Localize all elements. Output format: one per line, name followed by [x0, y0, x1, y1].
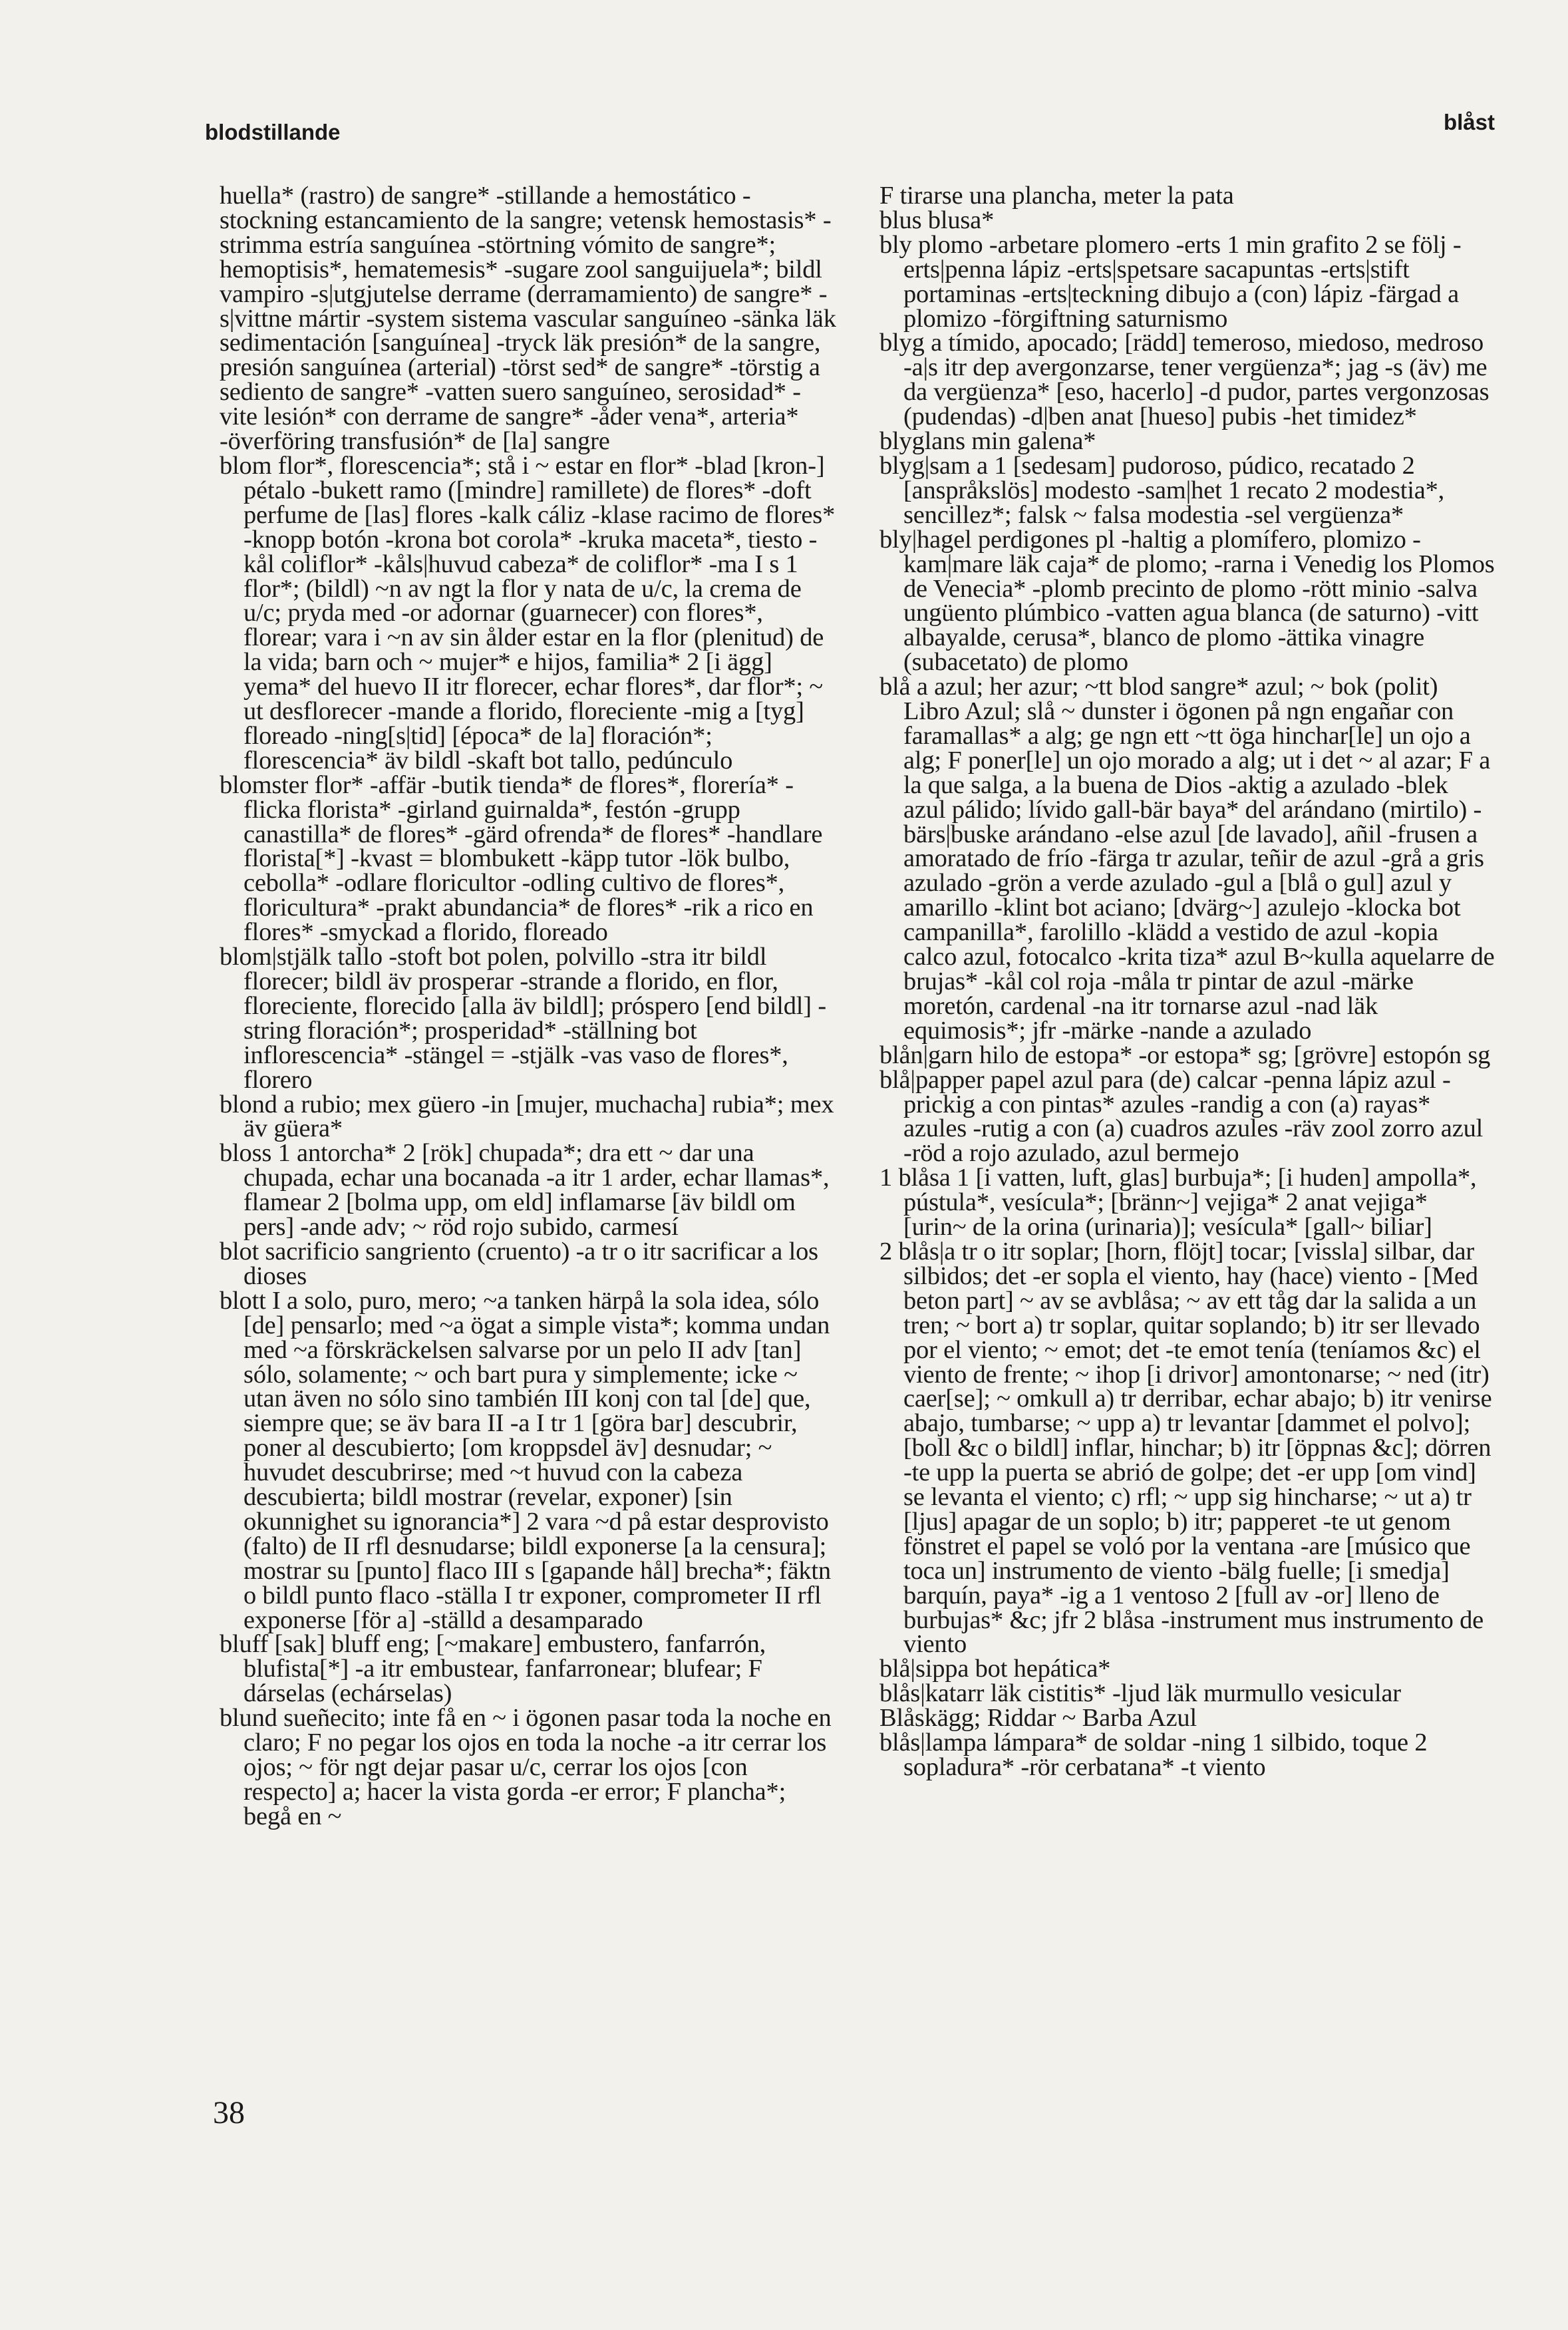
- dictionary-entry: bly|hagel perdigones pl -haltig a plomífero, plomizo -kam|mare läk caja* de plomo; -rarna i Venedig los Plomos de Venecia* -plomb precinto de plomo -rött minio -salva ungüento plúmbico -vatten agua blanca (de saturno) -vitt albayalde, cerusa*, blanco de plomo -ättika vinagre (subacetato) de plomo: [879, 525, 1495, 677]
- dictionary-entry: blå a azul; her azur; ~tt blod sangre* azul; ~ bok (polit) Libro Azul; slå ~ dunster i ögonen på ngn engañar con faramallas* a alg; ge ngn ett ~tt öga hinchar[le] un ojo a alg; F poner[le] un ojo morado a alg; ut i det ~ al azar; F a la que salga, a la buena de Dios -aktig a azulado -blek azul pálido; lívido gall-bär baya* del arándano (mirtilo) -bärs|buske arándano -else azul [de lavado], añil -frusen a amoratado de frío -färga tr azular, teñir de azul -grå a gris azulado -grön a verde azulado -gul a [blå o gul] azul y amarillo -klint bot aciano; [dvärg~] azulejo -klocka bot campanilla*, farolillo -klädd a vestido de azul -kopia calco azul, fotocalco -krita tiza* azul B~kulla aquelarre de brujas* -kål col roja -måla tr pintar de azul -märke moretón, cardenal -na itr tornarse azul -nad läk equimosis*; jfr -märke -nande a azulado: [879, 673, 1495, 1045]
- dictionary-entry: blås|katarr läk cistitis* -ljud läk murmullo vesicular: [879, 1679, 1401, 1708]
- dictionary-entry: blus blusa*: [879, 206, 995, 234]
- dictionary-entry: blyglans min galena*: [879, 427, 1096, 456]
- dictionary-entry: blån|garn hilo de estopa* -or estopa* sg; [grövre] estopón sg: [879, 1041, 1491, 1069]
- dictionary-entry: blott I a solo, puro, mero; ~a tanken härpå la sola idea, sólo [de] pensarlo; med ~a ögat a simple vista*; komma undan med ~a förskräckelsen salvarse por un pelo II adv [tan] sólo, solamente; ~ och bart pura y simplemente; icke ~ utan även no sólo sino también III konj con tal [de] que, siempre que; se äv bara II -a I tr 1 [göra bar] descubrir, poner al descubierto; [om kroppsdel äv] desnudar; ~ huvudet descubrirse; med ~t huvud con la cabeza descubierta; bildl mostrar (revelar, exponer) [sin okunnighet su ignorancia*] 2 vara ~d på estar desprovisto (falto) de II rfl desnudarse; bildl exponerse [a la censura]; mostrar su [punto] flaco III s [gapande hål] brecha*; fäktn o bildl punto flaco -ställa I tr exponer, comprometer II rfl exponerse [för a] -ställd a desamparado: [220, 1286, 831, 1634]
- dictionary-entry: blyg|sam a 1 [sedesam] pudoroso, púdico, recatado 2 [anspråkslös] modesto -sam|het 1 recato 2 modestia*, sencillez*; falsk ~ falsa modestia -sel vergüenza*: [879, 451, 1445, 529]
- dictionary-entry: blond a rubio; mex güero -in [mujer, muchacha] rubia*; mex äv güera*: [220, 1090, 834, 1143]
- dictionary-entry: blås|lampa lámpara* de soldar -ning 1 silbido, toque 2 sopladura* -rör cerbatana* -t viento: [879, 1729, 1428, 1781]
- dictionary-entry: blyg a tímido, apocado; [rädd] temeroso, miedoso, medroso -a|s itr dep avergonzarse, tener vergüenza*; jag -s (äv) me da vergüenza* [eso, hacerlo] -d pudor, partes vergonzosas (pudendas) -d|ben anat [hueso] pubis -het timidez*: [879, 329, 1490, 431]
- running-head-right: blåst: [1443, 110, 1495, 134]
- dictionary-entry: blom flor*, florescencia*; stå i ~ estar en flor* -blad [kron-] pétalo -bukett ramo ([mindre] ramillete) de flores* -doft perfume de [las] flores -kalk cáliz -klase racimo de flores* -knopp botón -krona bot corola* -kruka maceta*, tiesto -kål coliflor* -kåls|huvud cabeza* de coliflor* -ma I s 1 flor*; (bildl) ~n av ngt la flor y nata de u/c, la crema de u/c; pryda med -or adornar (guarnecer) con flores*, florear; vara i ~n av sin ålder estar en la flor (plenitud) de la vida; barn och ~ mujer* e hijos, familia* 2 [i ägg] yema* del huevo II itr florecer, echar flores*, dar flor*; ~ ut desflorecer -mande a florido, floreciente -mig a [tyg] floreado -ning[s|tid] [época* de la] floración*; florescencia* äv bildl -skaft bot tallo, pedúnculo: [220, 451, 836, 774]
- dictionary-entry: Blåskägg; Riddar ~ Barba Azul: [879, 1704, 1197, 1733]
- dictionary-entry: blomster flor* -affär -butik tienda* de flores*, florería* -flicka florista* -girland guirnalda*, festón -grupp canastilla* de flores* -gärd ofrenda* de flores* -handlare florista[*] -kvast = blombukett -käpp tutor -lök bulbo, cebolla* -odlare floricultor -odling cultivo de flores*, floricultura* -prakt abundancia* de flores* -rik a rico en flores* -smyckad a florido, floreado: [220, 770, 823, 947]
- dictionary-entry: bly plomo -arbetare plomero -erts 1 min grafito 2 se följ -erts|penna lápiz -erts|spetsare sacapuntas -erts|stift portaminas -erts|teckning dibujo a (con) lápiz -färgad a plomizo -förgiftning saturnismo: [879, 230, 1462, 333]
- dictionary-entry: blom|stjälk tallo -stoft bot polen, polvillo -stra itr bildl florecer; bildl äv prosperar -strande a florido, en flor, floreciente, florecido [alla äv bildl]; próspero [end bildl] -string floración*; prosperidad* -ställning bot inflorescencia* -stängel = -stjälk -vas vaso de flores*, florero: [220, 943, 826, 1094]
- dictionary-entry: 1 blåsa 1 [i vatten, luft, glas] burbuja*; [i huden] ampolla*, pústula*, vesícula*; [bränn~] vejiga* 2 anat vejiga* [urin~ de la orina (urinaria)]; vesícula* [gall~ biliar]: [879, 1164, 1477, 1242]
- dictionary-entry: blot sacrificio sangriento (cruento) -a tr o itr sacrificar a los dioses: [220, 1237, 818, 1290]
- running-head-left: blodstillande: [205, 120, 341, 144]
- dictionary-entry: 2 blås|a tr o itr soplar; [horn, flöjt] tocar; [vissla] silbar, dar silbidos; det -er sopla el viento, hay (hace) viento - [Med beton part] ~ av se avblåsa; ~ av ett tåg dar la salida a un tren; ~ bort a) tr soplar, quitar soplando; b) itr ser llevado por el viento; ~ emot; det -te emot tenía (teníamos &c) el viento de frente; ~ ihop [i drivor] amontonarse; ~ ned (itr) caer[se]; ~ omkull a) tr derribar, echar abajo; b) itr venirse abajo, tumbarse; ~ upp a) tr levantar [dammet el polvo]; [boll &c o bildl] inflar, hinchar; b) itr [öppnas &c]; dörren -te upp la puerta se abrió de golpe; det -er upp [om vind] se levanta el viento; c) rfl; ~ upp sig hincharse; ~ ut a) tr [ljus] apagar de un soplo; b) itr; papperet -te ut genom fönstret el papel se voló por la ventana -are [músico que toca un] instrumento de viento -bälg fuelle; [i smedja] barquín, paya* -ig a 1 ventoso 2 [full av -or] lleno de burbujas* &c; jfr 2 blåsa -instrument mus instrumento de viento: [879, 1237, 1492, 1659]
- dictionary-entry: huella* (rastro) de sangre* -stillande a hemostático -stockning estancamiento de la sangre; vetensk hemostasis* -strimma estría sanguínea -störtning vómito de sangre*; hemoptisis*, hematemesis* -sugare zool sanguijuela*; bildl vampiro -s|utgjutelse derrame (derramamiento) de sangre* -s|vittne mártir -system sistema vascular sanguíneo -sänka läk sedimentación [sanguínea] -tryck läk presión* de la sangre, presión sanguínea (arterial) -törst sed* de sangre* -törstig a sediento de sangre* -vatten suero sanguíneo, serosidad* -vite lesión* con derrame de sangre* -åder vena*, arteria* -överföring transfusión* de [la] sangre: [220, 182, 836, 456]
- page-number: 38: [213, 2095, 245, 2130]
- dictionary-entry: blå|sippa bot hepática*: [879, 1655, 1111, 1683]
- dictionary-entry: F tirarse una plancha, meter la pata: [879, 182, 1234, 210]
- right-column: [879, 184, 1495, 1780]
- dictionary-entry: bluff [sak] bluff eng; [~makare] embustero, fanfarrón, blufista[*] -a itr embustear, fanfarronear; blufear; F dárselas (echárselas): [220, 1630, 766, 1708]
- dictionary-entry: bloss 1 antorcha* 2 [rök] chupada*; dra ett ~ dar una chupada, echar una bocanada -a itr 1 arder, echar llamas*, flamear 2 [bolma upp, om eld] inflamarse [äv bildl om pers] -ande adv; ~ röd rojo subido, carmesí: [220, 1139, 830, 1242]
- dictionary-entry: blå|papper papel azul para (de) calcar -penna lápiz azul -prickig a con pintas* azules -randig a con (a) rayas* azules -rutig a con (a) cuadros azules -räv zool zorro azul -röd a rojo azulado, azul bermejo: [879, 1065, 1484, 1168]
- left-column: [220, 184, 838, 1829]
- dictionary-entry: blund sueñecito; inte få en ~ i ögonen pasar toda la noche en claro; F no pegar los ojos en toda la noche -a itr cerrar los ojos; ~ för ngt dejar pasar u/c, cerrar los ojos [con respecto] a; hacer la vista gorda -er error; F plancha*; begå en ~: [220, 1704, 832, 1830]
